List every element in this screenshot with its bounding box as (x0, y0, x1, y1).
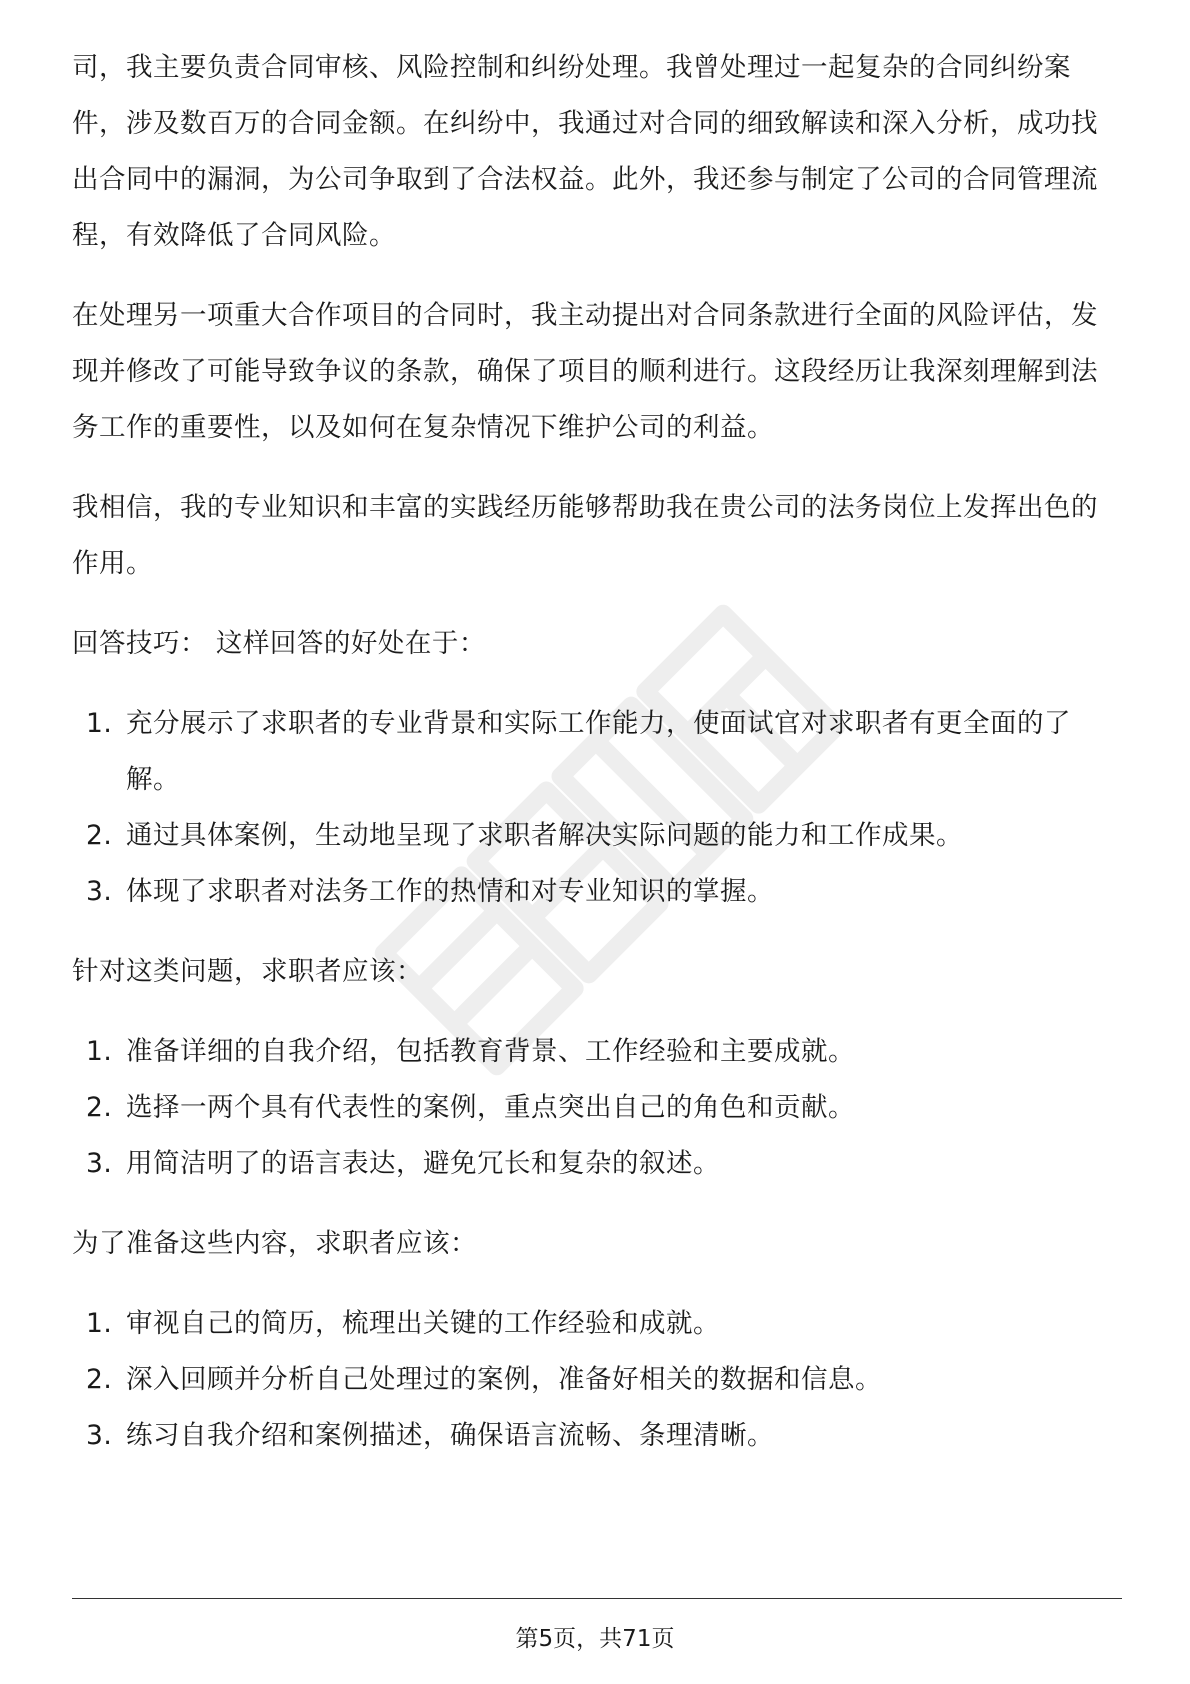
list-item (72, 1408, 1122, 1464)
list-item (72, 1296, 1122, 1352)
list-item-text: 练习自我介绍和案例描述，确保语言流畅、条理清晰。 (126, 1420, 774, 1451)
footer-divider (72, 1598, 1122, 1599)
document-body (72, 40, 1122, 1488)
list-number: 3. (86, 1420, 113, 1451)
list-number: 3. (86, 1148, 113, 1179)
list-item-text: 用简洁明了的语言表达，避免冗长和复杂的叙述。 (126, 1148, 720, 1179)
section-heading-tips: 回答技巧： 这样回答的好处在于： (72, 628, 486, 659)
list-item-text: 充分展示了求职者的专业背景和实际工作能力，使面试官对求职者有更全面的了解。 (126, 708, 1071, 795)
list-item (72, 1024, 1122, 1080)
list-item-text: 通过具体案例，生动地呈现了求职者解决实际问题的能力和工作成果。 (126, 820, 963, 851)
list-item-text: 选择一两个具有代表性的案例，重点突出自己的角色和贡献。 (126, 1092, 855, 1123)
list-number: 1. (86, 1036, 113, 1067)
list-item (72, 864, 1122, 920)
list-item-text: 审视自己的简历，梳理出关键的工作经验和成就。 (126, 1308, 720, 1339)
list-item (72, 1080, 1122, 1136)
list-number: 2. (86, 1364, 113, 1395)
section-heading-should: 针对这类问题，求职者应该： (72, 956, 423, 987)
paragraph: 司，我主要负责合同审核、风险控制和纠纷处理。我曾处理过一起复杂的合同纠纷案件，涉及数百万的合同金额。在纠纷中，我通过对合同的细致解读和深入分析，成功找出合同中的漏洞，为公司争取到了合法权益。此外，我还参与制定了公司的合同管理流程，有效降低了合同风险。 (72, 52, 1098, 251)
list-number: 1. (86, 708, 113, 739)
paragraph: 我相信，我的专业知识和丰富的实践经历能够帮助我在贵公司的法务岗位上发挥出色的作用。 (72, 492, 1098, 579)
page-number: 第5页，共71页 (515, 1626, 675, 1652)
paragraph: 在处理另一项重大合作项目的合同时，我主动提出对合同条款进行全面的风险评估，发现并修改了可能导致争议的条款，确保了项目的顺利进行。这段经历让我深刻理解到法务工作的重要性，以及如何在复杂情况下维护公司的利益。 (72, 300, 1098, 443)
section-heading-prepare: 为了准备这些内容，求职者应该： (72, 1228, 477, 1259)
list-number: 3. (86, 876, 113, 907)
list-item (72, 696, 1122, 808)
tips-list (72, 696, 1122, 920)
prepare-list (72, 1296, 1122, 1464)
list-item-text: 深入回顾并分析自己处理过的案例，准备好相关的数据和信息。 (126, 1364, 882, 1395)
list-item (72, 808, 1122, 864)
list-number: 2. (86, 1092, 113, 1123)
should-list (72, 1024, 1122, 1192)
list-item (72, 1352, 1122, 1408)
list-item-text: 准备详细的自我介绍，包括教育背景、工作经验和主要成就。 (126, 1036, 855, 1067)
list-number: 1. (86, 1308, 113, 1339)
list-item-text: 体现了求职者对法务工作的热情和对专业知识的掌握。 (126, 876, 774, 907)
list-number: 2. (86, 820, 113, 851)
list-item (72, 1136, 1122, 1192)
